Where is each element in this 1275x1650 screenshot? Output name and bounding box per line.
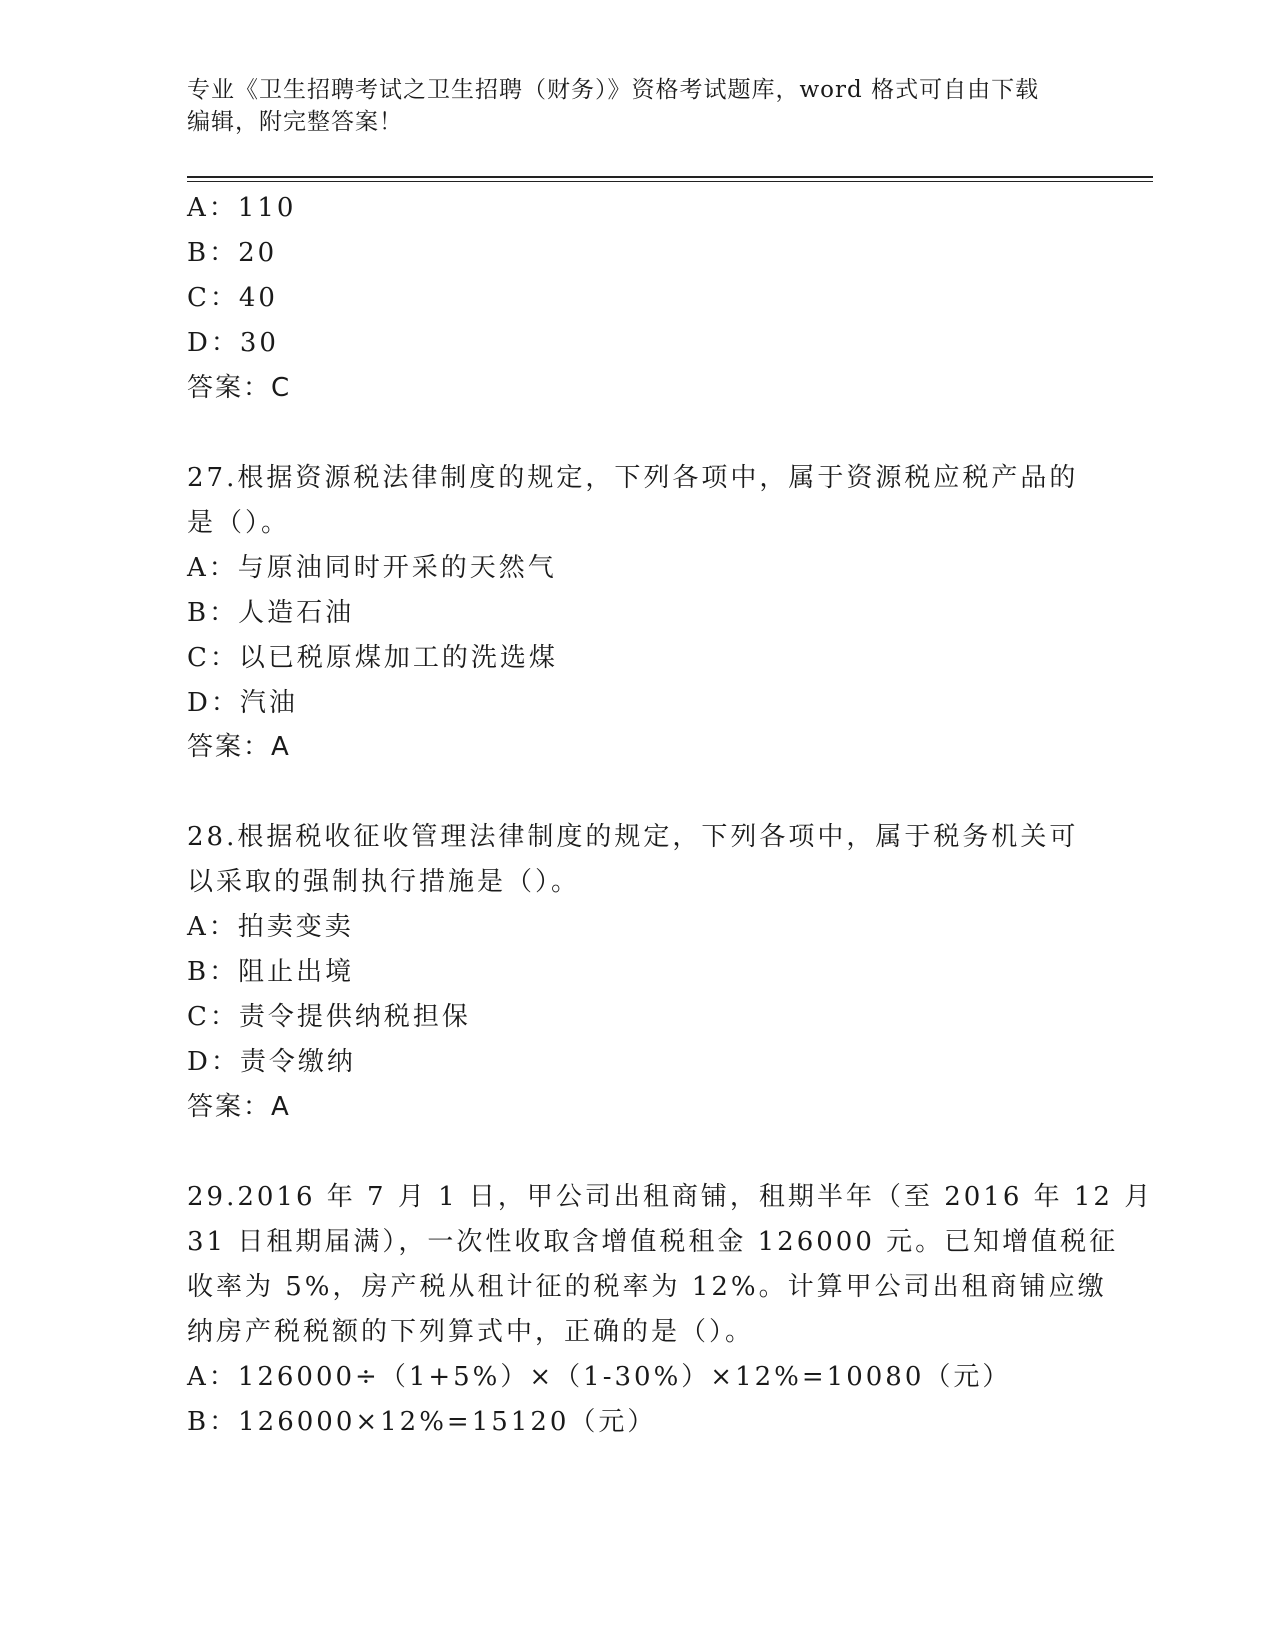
q27-answer: 答案：A (187, 732, 291, 762)
q26-option-c: C：40 (187, 283, 278, 313)
header-line-1: 专业《卫生招聘考试之卫生招聘（财务）》资格考试题库，word 格式可自由下载 (187, 77, 1040, 103)
q27-option-a: A：与原油同时开采的天然气 (187, 553, 557, 583)
q28-stem-line-1: 28.根据税收征收管理法律制度的规定，下列各项中，属于税务机关可 (187, 822, 1079, 852)
q28-stem-line-2: 以采取的强制执行措施是（）。 (187, 867, 581, 897)
q27-option-c: C：以已税原煤加工的洗选煤 (187, 643, 558, 673)
q29-stem-line-2: 31 日租期届满），一次性收取含增值税租金 126000 元。已知增值税征 (187, 1227, 1119, 1257)
q27-option-d: D：汽油 (187, 688, 298, 718)
q28-answer: 答案：A (187, 1092, 291, 1122)
q26-answer: 答案：C (187, 373, 292, 403)
q28-option-d: D：责令缴纳 (187, 1047, 356, 1077)
q26-option-b: B：20 (187, 238, 278, 268)
header-rule-thin (187, 181, 1153, 182)
q27-stem-line-1: 27.根据资源税法律制度的规定，下列各项中，属于资源税应税产品的 (187, 463, 1079, 493)
q29-stem-line-4: 纳房产税税额的下列算式中，正确的是（）。 (187, 1317, 755, 1347)
header-line-2: 编辑，附完整答案！ (187, 109, 403, 135)
q29-stem-line-3: 收率为 5%，房产税从租计征的税率为 12%。计算甲公司出租商铺应缴 (187, 1272, 1107, 1302)
q29-option-a: A：126000÷（1+5%）×（1-30%）×12%=10080（元） (187, 1362, 1012, 1392)
header-rule-thick (187, 176, 1153, 178)
q28-option-a: A：拍卖变卖 (187, 912, 354, 942)
q28-option-c: C：责令提供纳税担保 (187, 1002, 471, 1032)
q28-option-b: B：阻止出境 (187, 957, 355, 987)
q27-option-b: B：人造石油 (187, 598, 355, 628)
q26-option-d: D：30 (187, 328, 279, 358)
q26-option-a: A：110 (187, 193, 297, 223)
q29-option-b: B：126000×12%=15120（元） (187, 1407, 657, 1437)
q29-stem-line-1: 29.2016 年 7 月 1 日，甲公司出租商铺，租期半年（至 2016 年 12 月 (187, 1182, 1154, 1212)
q27-stem-line-2: 是（）。 (187, 508, 291, 538)
document-header (187, 74, 1087, 138)
